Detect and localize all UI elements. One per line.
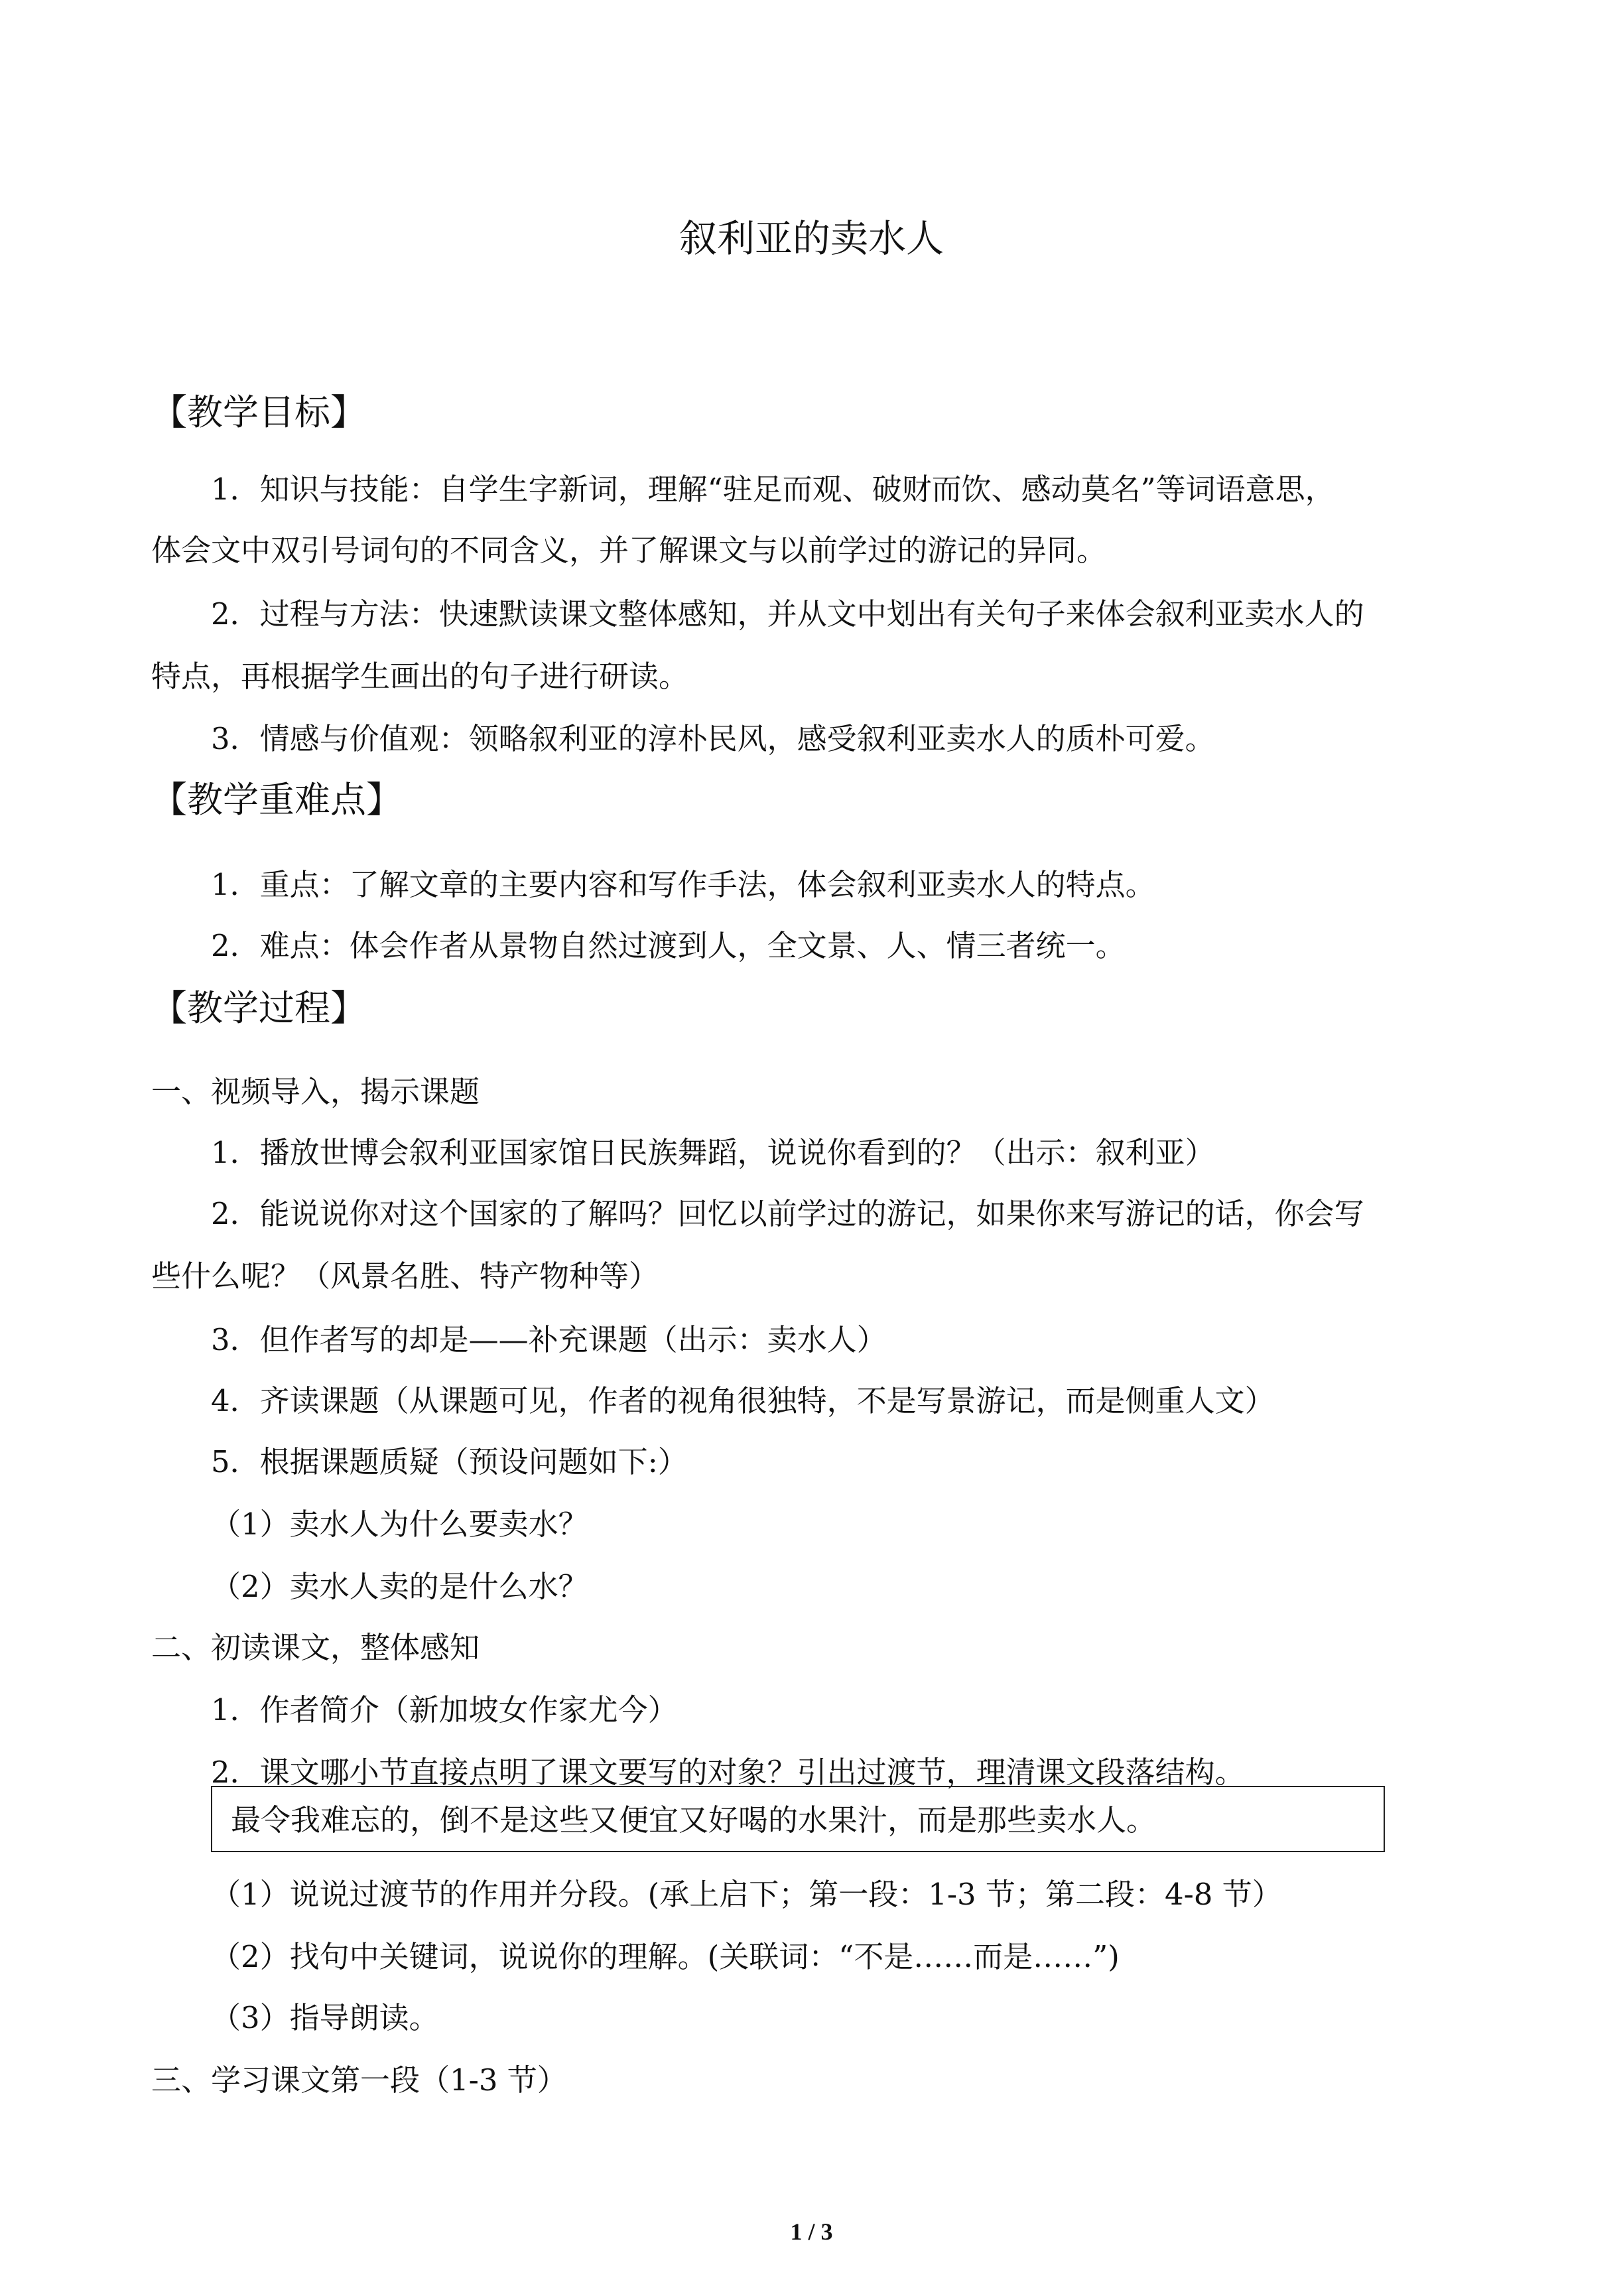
process-line: 2．能说说你对这个国家的了解吗？回忆以前学过的游记，如果你来写游记的话，你会写: [211, 1196, 1364, 1231]
boxed-quote-text: 最令我难忘的，倒不是这些又便宜又好喝的水果汁，而是那些卖水人。: [231, 1802, 1157, 1838]
part-heading: 三、学习课文第一段（1-3 节）: [151, 2062, 567, 2098]
process-line: （2）卖水人卖的是什么水？: [211, 1569, 588, 1604]
process-line: 4．齐读课题（从课题可见，作者的视角很独特，不是写景游记，而是侧重人文）: [211, 1383, 1275, 1418]
process-line: 5．根据课题质疑（预设问题如下:）: [211, 1444, 688, 1479]
process-line: （1）卖水人为什么要卖水？: [211, 1507, 588, 1542]
process-sub-line: （3）指导朗读。: [211, 2000, 439, 2035]
process-line: 1．作者简介（新加坡女作家尤今）: [211, 1692, 678, 1727]
page-number: 1 / 3: [790, 2218, 833, 2245]
process-sub-line: （2）找句中关键词，说说你的理解。(关联词：“不是……而是……”): [211, 1939, 1120, 1974]
process-line: 1．播放世博会叙利亚国家馆日民族舞蹈，说说你看到的？（出示：叙利亚）: [211, 1135, 1215, 1170]
goal-line: 3．情感与价值观：领略叙利亚的淳朴民风，感受叙利亚卖水人的质朴可爱。: [211, 721, 1215, 756]
process-line: 些什么呢？（风景名胜、特产物种等）: [151, 1258, 659, 1294]
part-heading: 一、视频导入，揭示课题: [151, 1074, 480, 1109]
key-point-line: 1．重点：了解文章的主要内容和写作手法，体会叙利亚卖水人的特点。: [211, 867, 1155, 902]
goal-line: 1．知识与技能：自学生字新词，理解“驻足而观、破财而饮、感动莫名”等词语意思，: [211, 472, 1335, 507]
document-title: 叙利亚的卖水人: [679, 217, 944, 261]
process-line: 3．但作者写的却是——补充课题（出示：卖水人）: [211, 1322, 887, 1357]
goal-line: 2．过程与方法：快速默读课文整体感知，并从文中划出有关句子来体会叙利亚卖水人的: [211, 596, 1364, 632]
boxed-quote: [211, 1786, 1385, 1852]
section-heading-process: 【教学过程】: [151, 987, 366, 1029]
process-sub-line: （1）说说过渡节的作用并分段。(承上启下；第一段：1-3 节；第二段：4-8 节）: [211, 1877, 1282, 1912]
goal-line: 特点，再根据学生画出的句子进行研读。: [151, 659, 689, 694]
process-line: 2．课文哪小节直接点明了课文要写的对象？引出过渡节，理清课文段落结构。: [211, 1755, 1245, 1790]
part-heading: 二、初读课文，整体感知: [151, 1630, 480, 1665]
section-heading-key-points: 【教学重难点】: [151, 779, 402, 821]
key-point-line: 2．难点：体会作者从景物自然过渡到人，全文景、人、情三者统一。: [211, 928, 1126, 963]
section-heading-goals: 【教学目标】: [151, 391, 366, 433]
goal-line: 体会文中双引号词句的不同含义，并了解课文与以前学过的游记的异同。: [151, 533, 1107, 568]
